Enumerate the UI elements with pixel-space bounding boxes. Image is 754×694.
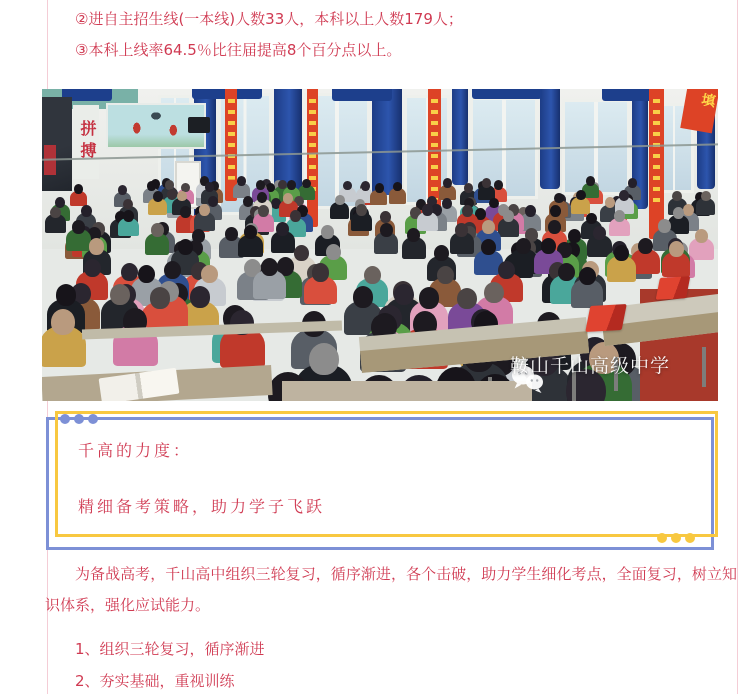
stat-line-3: ③本科上线率64.5％比往届提高8个百分点以上。: [75, 41, 402, 59]
crowd-person-head: [118, 185, 127, 195]
crowd-person-head: [201, 265, 218, 283]
crowd-person-head: [375, 183, 384, 193]
body-paragraph: 为备战高考，千山高中组织三轮复习，循序渐进，各个击破，助力学生细化考点，全面复习，树立知识体系，强化应试能力。: [45, 565, 737, 614]
crowd-person-head: [326, 244, 341, 260]
crowd-person-head: [494, 180, 503, 190]
crowd-person-head: [586, 176, 595, 186]
crowd-person-head: [554, 193, 564, 204]
red-name-card: [656, 276, 691, 300]
crowd-person-head: [123, 210, 134, 222]
crowd-person-head: [364, 266, 381, 284]
crowd-person-head: [394, 284, 414, 306]
crowd-person-head: [672, 191, 682, 202]
crowd-person-head: [74, 184, 83, 194]
crowd-person-head: [276, 222, 289, 236]
crowd-person-head: [56, 284, 76, 306]
crowd-person-head: [321, 225, 334, 239]
crowd-person-head: [261, 258, 278, 276]
crowd-person-head: [541, 238, 556, 254]
crowd-person-head: [178, 239, 193, 255]
crowd-person-head: [614, 245, 629, 261]
crowd-person-head: [482, 220, 495, 234]
yellow-dot: [671, 533, 681, 543]
crowd-person-head: [434, 245, 449, 261]
crowd-person-head: [614, 210, 625, 222]
crowd-person-head: [568, 229, 581, 243]
crowd-person-head: [393, 182, 402, 192]
crowd-person-head: [84, 259, 101, 277]
crowd-person-head: [294, 245, 309, 261]
crowd-person-head: [516, 238, 531, 254]
crowd-person-head: [605, 197, 615, 208]
crowd-person-head: [244, 225, 257, 239]
crowd-person-head: [462, 205, 473, 217]
crowd-person-head: [309, 343, 339, 375]
crowd-person-head: [695, 229, 708, 243]
crowd-person-head: [498, 261, 515, 279]
crowd-person-head: [50, 207, 61, 219]
crowd-person-head: [89, 238, 104, 254]
crowd-person-head: [503, 210, 514, 222]
crowd-person-head: [701, 191, 711, 202]
crowd-person-head: [380, 223, 393, 237]
crowd-person-head: [593, 226, 606, 240]
crowd-person-head: [482, 178, 491, 188]
crowd-person-head: [525, 205, 536, 217]
crowd-person-head: [481, 239, 496, 255]
crowd-person-head: [225, 227, 238, 241]
crowd-person-head: [576, 190, 586, 201]
yellow-dot: [657, 533, 667, 543]
crowd-person-head: [419, 287, 439, 309]
crowd-person-head: [442, 198, 452, 209]
crowd-person-head: [548, 220, 561, 234]
list-item-2: 2、夯实基础，重视训练: [75, 672, 235, 690]
desk-leg: [702, 347, 706, 387]
blue-dot: [74, 414, 84, 424]
crowd-person-head: [550, 205, 561, 217]
crowd-person-head: [558, 263, 575, 281]
crowd-person-head: [199, 204, 210, 216]
crowd-person-head: [190, 286, 210, 308]
crowd-person-head: [302, 179, 311, 189]
crowd-person-head: [177, 191, 187, 202]
crowd-person-head: [638, 238, 653, 254]
desk: [282, 381, 532, 401]
crowd-person-head: [579, 267, 596, 285]
crowd-person-head: [683, 204, 694, 216]
crowd-person-head: [256, 180, 265, 190]
crowd-person-head: [457, 288, 477, 310]
crowd-person-head: [335, 195, 345, 206]
crowd-person-head: [153, 191, 163, 202]
crowd-person-head: [243, 196, 253, 207]
crowd-person-head: [51, 309, 75, 335]
corner-banner-char: 填: [700, 92, 717, 111]
crowd-person-head: [407, 228, 420, 242]
crowd-person-head: [257, 192, 267, 203]
watermark-text: 鞍山千山高级中学: [510, 354, 671, 377]
crowd-person-head: [628, 178, 637, 188]
stat-line-2: ②进自主招生线(一本线)人数33人，本科以上人数179人；: [75, 10, 463, 28]
list-item-1: 1、组织三轮复习，循序渐进: [75, 640, 265, 658]
crowd-person-head: [619, 190, 629, 201]
crowd-person-head: [361, 181, 370, 191]
crowd-person-head: [150, 287, 170, 309]
article-right-border: [737, 0, 738, 694]
red-name-card: [585, 304, 627, 332]
highlight-box-yellow-border: [55, 411, 718, 537]
crowd-person-head: [356, 204, 367, 216]
crowd-person-head: [205, 182, 214, 192]
crowd-person-head: [72, 220, 85, 234]
crowd-person-head: [208, 196, 218, 207]
crowd-person-head: [237, 176, 246, 186]
yellow-dot: [685, 533, 695, 543]
crowd-person-head: [464, 183, 473, 193]
pinbo-slogan: 拼搏: [73, 105, 99, 179]
blue-dot: [88, 414, 98, 424]
highlight-line-2: 精细备考策略，助力学子飞跃: [78, 497, 326, 516]
crowd-person-head: [673, 207, 684, 219]
crowd-person-head: [151, 223, 164, 237]
crowd-person-head: [147, 181, 156, 191]
crowd-person-head: [258, 205, 269, 217]
crowd-person-head: [110, 284, 130, 306]
crowd-person-head: [669, 241, 684, 257]
crowd-person-head: [287, 180, 296, 190]
crowd-person-head: [484, 282, 504, 304]
classroom-photo[interactable]: [42, 89, 718, 401]
crowd-person-head: [81, 205, 92, 217]
highlight-line-1: 千高的力度：: [78, 441, 193, 460]
crowd-person-head: [283, 193, 293, 204]
crowd-person-head: [380, 211, 391, 223]
crowd-person-head: [121, 263, 138, 281]
crowd-person-head: [455, 223, 468, 237]
blue-dot: [60, 414, 70, 424]
crowd-person-head: [353, 286, 373, 308]
crowd-person-head: [437, 266, 454, 284]
crowd-person-head: [312, 263, 329, 281]
